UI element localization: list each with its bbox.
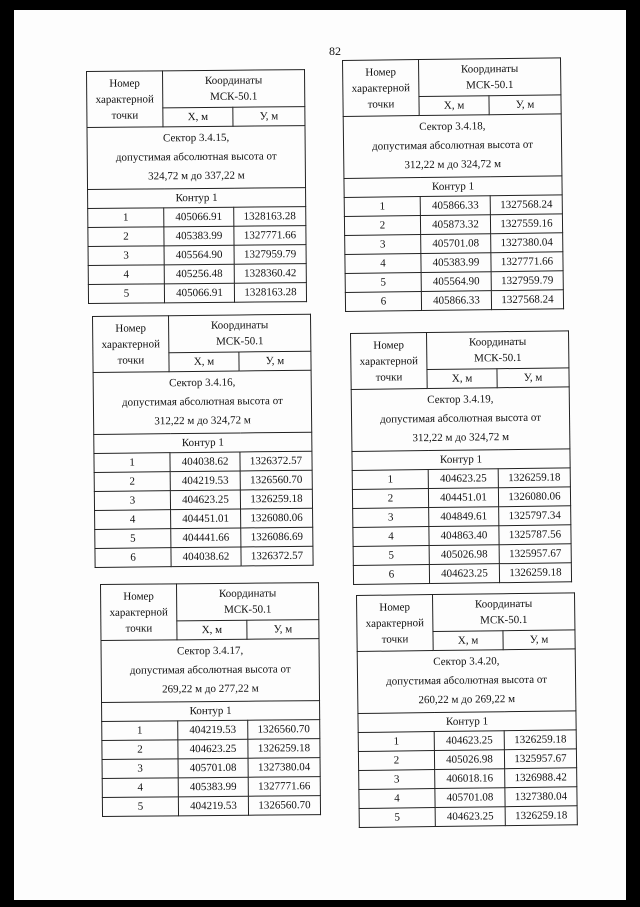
- point-number-header: Номер характерной точки: [351, 333, 428, 390]
- x-coordinate: 405564.90: [421, 272, 491, 292]
- y-coordinate: 1326259.18: [498, 468, 570, 488]
- table-row: [352, 487, 570, 509]
- y-coordinate: 1325957.67: [499, 544, 571, 564]
- point-number: 4: [95, 510, 171, 530]
- x-coordinate: 405873.32: [420, 215, 490, 235]
- y-coordinate: 1326259.18: [504, 730, 576, 750]
- table-row: [94, 489, 312, 510]
- y-coordinate: 1327568.24: [490, 195, 562, 215]
- point-number: 6: [95, 548, 171, 568]
- table-row: [345, 271, 563, 293]
- sector-height-line2: 312,22 м до 324,72 м: [154, 414, 251, 428]
- y-coordinate: 1326259.18: [248, 739, 320, 759]
- x-column-header: Х, м: [419, 96, 489, 116]
- document-page: [14, 10, 626, 900]
- coordinates-table: [356, 592, 578, 828]
- y-coordinate: 1327380.04: [491, 233, 563, 253]
- point-number-header: Номер характерной точки: [101, 584, 177, 641]
- y-coordinate: 1328163.28: [234, 207, 306, 227]
- y-coordinate: 1325957.67: [504, 749, 576, 769]
- contour-label: Контур 1: [352, 449, 570, 471]
- x-coordinate: 404623.25: [429, 564, 499, 584]
- point-number: 5: [88, 284, 164, 304]
- coordinates-table: [100, 582, 321, 817]
- point-number: 2: [88, 227, 164, 247]
- x-coordinate: 404038.62: [170, 452, 240, 472]
- table-row: [102, 758, 320, 779]
- x-coordinate: 405701.08: [421, 234, 491, 254]
- x-coordinate: 404623.25: [170, 490, 240, 510]
- x-coordinate: 405564.90: [164, 245, 234, 265]
- sector-height-line1: допустимая абсолютная высота от: [115, 150, 277, 164]
- contour-label: Контур 1: [94, 432, 312, 453]
- y-coordinate: 1327771.66: [234, 226, 306, 246]
- y-coordinate: 1328163.28: [234, 283, 306, 303]
- sector-height-line1: допустимая абсолютная высота от: [129, 663, 291, 677]
- y-column-header: У, м: [503, 630, 575, 650]
- point-number-header: Номер характерной точки: [357, 595, 434, 652]
- x-column-header: Х, м: [169, 352, 239, 372]
- sector-name: Сектор 3.4.17,: [176, 644, 244, 658]
- point-number: 3: [345, 235, 421, 255]
- table-row: [88, 226, 306, 247]
- contour-label: Контур 1: [102, 701, 320, 722]
- contour-label: Контур 1: [358, 711, 576, 733]
- y-coordinate: 1326372.57: [241, 546, 313, 566]
- table-row: [88, 264, 306, 285]
- x-coordinate: 404623.25: [428, 469, 498, 489]
- point-number-header: Номер характерной точки: [343, 60, 420, 117]
- table-row: [102, 739, 320, 760]
- sector-height-line2: 269,22 м до 277,22 м: [162, 682, 259, 696]
- x-column-header: Х, м: [163, 107, 233, 127]
- x-coordinate: 404219.53: [178, 720, 248, 740]
- table-row: [95, 527, 313, 548]
- sector-description: [343, 114, 562, 179]
- y-coordinate: 1325787.56: [499, 525, 571, 545]
- point-number: 5: [102, 797, 178, 817]
- x-coordinate: 405866.33: [420, 196, 490, 216]
- x-coordinate: 405866.33: [421, 291, 491, 311]
- point-number: 3: [94, 491, 170, 511]
- point-number: 6: [353, 565, 429, 585]
- point-number: 5: [345, 273, 421, 293]
- table-row: [345, 252, 563, 274]
- table-row: [95, 508, 313, 529]
- y-coordinate: 1327959.79: [234, 245, 306, 265]
- coordinates-table: [350, 330, 572, 585]
- y-column-header: У, м: [247, 620, 319, 640]
- y-coordinate: 1326086.69: [241, 527, 313, 547]
- table-row: [88, 245, 306, 266]
- x-coordinate: 404623.25: [434, 731, 504, 751]
- y-coordinate: 1326259.18: [499, 563, 571, 583]
- point-number: 1: [344, 197, 420, 217]
- table-row: [359, 768, 577, 790]
- table-row: [359, 787, 577, 809]
- y-column-header: У, м: [497, 368, 569, 388]
- x-coordinate: 404451.01: [428, 488, 498, 508]
- page-number: 82: [329, 44, 341, 58]
- point-number: 4: [88, 265, 164, 285]
- sector-height-line1: допустимая абсолютная высота от: [121, 395, 283, 409]
- y-coordinate: 1326560.70: [248, 796, 320, 816]
- sector-description: [351, 387, 570, 452]
- y-coordinate: 1326259.18: [240, 489, 312, 509]
- point-number: 1: [94, 453, 170, 473]
- sector-name: Сектор 3.4.16,: [169, 376, 236, 390]
- table-row: [358, 730, 576, 752]
- sector-description: [357, 649, 576, 714]
- point-number: 4: [353, 527, 429, 547]
- y-coordinate: 1327559.16: [490, 214, 562, 234]
- sector-height-line1: допустимая абсолютная высота от: [380, 411, 542, 426]
- y-column-header: У, м: [239, 351, 311, 371]
- point-number: 4: [345, 254, 421, 274]
- x-coordinate: 404863.40: [429, 526, 499, 546]
- y-coordinate: 1328360.42: [234, 264, 306, 284]
- table-row: [359, 806, 577, 828]
- x-coordinate: 404623.25: [178, 739, 248, 759]
- point-number: 2: [344, 216, 420, 236]
- sector-height-line1: допустимая абсолютная высота от: [386, 673, 548, 688]
- x-coordinate: 405383.99: [164, 226, 234, 246]
- coordinates-table: [342, 57, 564, 312]
- table-row: [95, 546, 313, 567]
- point-number: 2: [352, 489, 428, 509]
- point-number: 1: [102, 721, 178, 741]
- coordinates-header: Координаты МСК-50.1: [419, 58, 561, 97]
- point-number: 4: [102, 778, 178, 798]
- y-coordinate: 1326560.70: [240, 470, 312, 490]
- sector-height-line2: 324,72 м до 337,22 м: [148, 169, 245, 183]
- point-number: 4: [359, 789, 435, 809]
- sector-name: Сектор 3.4.18,: [419, 120, 486, 134]
- x-column-header: Х, м: [433, 631, 503, 651]
- y-column-header: У, м: [489, 95, 561, 115]
- coordinates-header: Координаты МСК-50.1: [427, 331, 569, 370]
- x-column-header: Х, м: [177, 620, 247, 640]
- point-number: 2: [94, 472, 170, 492]
- table-row: [88, 207, 306, 228]
- coordinates-header: Координаты МСК-50.1: [433, 593, 575, 632]
- sector-description: [93, 370, 312, 434]
- y-coordinate: 1326259.18: [505, 806, 577, 826]
- sector-name: Сектор 3.4.20,: [433, 655, 500, 669]
- point-number: 1: [358, 732, 434, 752]
- point-number: 2: [358, 751, 434, 771]
- y-coordinate: 1327771.66: [248, 777, 320, 797]
- y-coordinate: 1327380.04: [505, 787, 577, 807]
- table-row: [353, 563, 571, 585]
- table-row: [344, 214, 562, 236]
- point-number: 1: [352, 470, 428, 490]
- point-number-header: Номер характерной точки: [93, 316, 170, 373]
- contour-label: Контур 1: [88, 188, 306, 209]
- x-coordinate: 405383.99: [178, 777, 248, 797]
- x-coordinate: 405026.98: [434, 750, 504, 770]
- y-coordinate: 1325797.34: [499, 506, 571, 526]
- y-coordinate: 1326080.06: [498, 487, 570, 507]
- sector-height-line1: допустимая абсолютная высота от: [372, 138, 534, 153]
- x-coordinate: 405026.98: [429, 545, 499, 565]
- table-row: [353, 525, 571, 547]
- x-coordinate: 405383.99: [421, 253, 491, 273]
- point-number: 1: [88, 208, 164, 228]
- sector-height-line2: 260,22 м до 269,22 м: [418, 693, 516, 707]
- coordinates-table: [92, 314, 314, 568]
- table-row: [353, 544, 571, 566]
- table-row: [352, 468, 570, 490]
- sector-description: [101, 639, 320, 703]
- y-coordinate: 1326988.42: [505, 768, 577, 788]
- x-coordinate: 404451.01: [171, 509, 241, 529]
- table-row: [353, 506, 571, 528]
- table-row: [344, 195, 562, 217]
- point-number-header: Номер характерной точки: [87, 71, 163, 128]
- table-row: [358, 749, 576, 771]
- contour-label: Контур 1: [344, 176, 562, 198]
- table-row: [94, 451, 312, 472]
- table-row: [345, 233, 563, 255]
- y-coordinate: 1326560.70: [248, 720, 320, 740]
- y-coordinate: 1327568.24: [491, 290, 563, 310]
- y-coordinate: 1327959.79: [491, 271, 563, 291]
- x-column-header: Х, м: [427, 369, 497, 389]
- point-number: 3: [353, 508, 429, 528]
- y-coordinate: 1326372.57: [240, 451, 312, 471]
- sector-name: Сектор 3.4.19,: [427, 393, 494, 407]
- x-coordinate: 404219.53: [170, 471, 240, 491]
- table-row: [94, 470, 312, 491]
- coordinates-header: Координаты МСК-50.1: [177, 583, 319, 621]
- point-number: 2: [102, 740, 178, 760]
- x-coordinate: 404849.61: [429, 507, 499, 527]
- sector-height-line2: 312,22 м до 324,72 м: [412, 431, 510, 445]
- sector-name: Сектор 3.4.15,: [162, 131, 230, 145]
- x-coordinate: 404441.66: [171, 528, 241, 548]
- table-row: [88, 283, 306, 304]
- x-coordinate: 404623.25: [435, 807, 505, 827]
- sector-description: [87, 126, 306, 190]
- y-coordinate: 1327380.04: [248, 758, 320, 778]
- x-coordinate: 405066.91: [164, 207, 234, 227]
- point-number: 5: [95, 529, 171, 549]
- x-coordinate: 405066.91: [164, 283, 234, 303]
- y-coordinate: 1326080.06: [241, 508, 313, 528]
- y-column-header: У, м: [233, 107, 305, 127]
- x-coordinate: 405701.08: [178, 758, 248, 778]
- x-coordinate: 405701.08: [435, 788, 505, 808]
- x-coordinate: 405256.48: [164, 264, 234, 284]
- table-row: [102, 796, 320, 817]
- table-row: [102, 720, 320, 741]
- coordinates-header: Координаты МСК-50.1: [163, 70, 305, 108]
- table-row: [102, 777, 320, 798]
- point-number: 6: [345, 292, 421, 312]
- table-row: [345, 290, 563, 312]
- point-number: 3: [359, 770, 435, 790]
- point-number: 3: [102, 759, 178, 779]
- point-number: 5: [353, 546, 429, 566]
- point-number: 3: [88, 246, 164, 266]
- x-coordinate: 406018.16: [435, 769, 505, 789]
- x-coordinate: 404219.53: [178, 796, 248, 816]
- x-coordinate: 404038.62: [171, 547, 241, 567]
- y-coordinate: 1327771.66: [491, 252, 563, 272]
- coordinates-table: [86, 69, 307, 304]
- coordinates-header: Координаты МСК-50.1: [169, 314, 311, 352]
- sector-height-line2: 312,22 м до 324,72 м: [404, 158, 502, 172]
- point-number: 5: [359, 808, 435, 828]
